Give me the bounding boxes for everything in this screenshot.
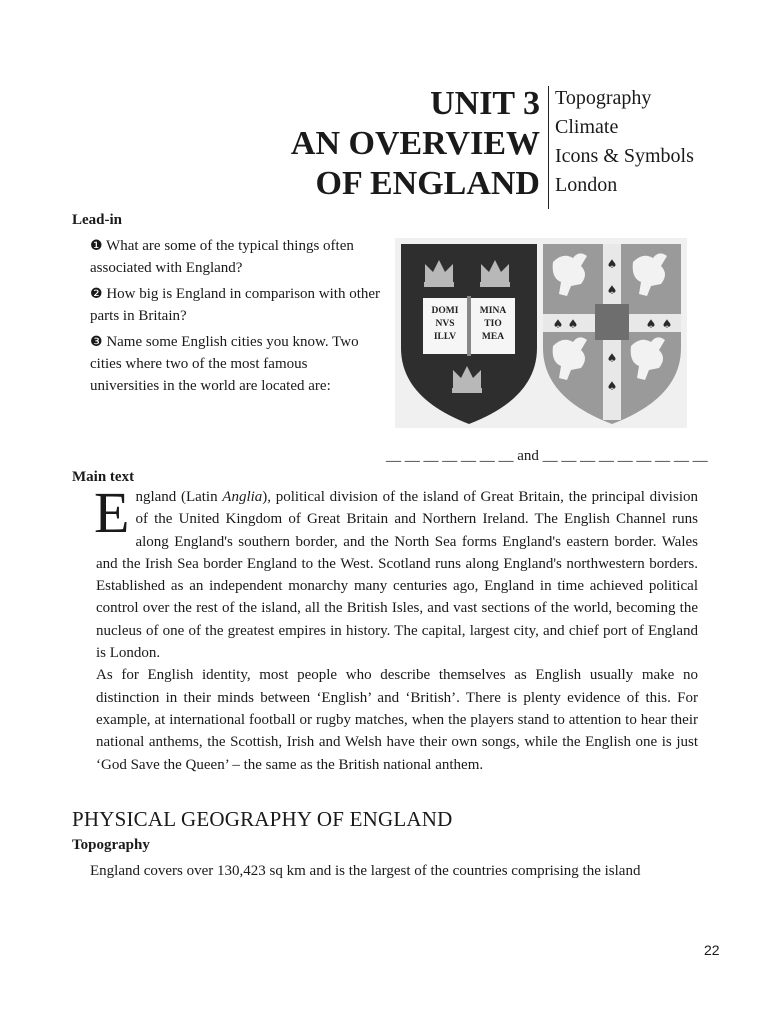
topography-text: England covers over 130,423 sq km and is the largest of the countries comprising the island [90, 863, 641, 879]
book-text: MINA [479, 306, 507, 316]
book-text: DOMI [431, 306, 459, 316]
answer-and: and [517, 448, 539, 464]
unit-title [291, 84, 540, 204]
main-text-label: Main text [72, 469, 135, 485]
answer-blank-line [386, 448, 708, 465]
lead-in-question [90, 235, 390, 279]
page-number: 22 [704, 942, 720, 958]
topic-item: London [555, 174, 618, 196]
book-text: NVS [435, 319, 455, 329]
svg-text:♠: ♠ [661, 317, 673, 331]
book-text: MEA [481, 332, 505, 342]
topic-item: Icons & Symbols [555, 145, 694, 167]
university-crests-image [395, 238, 687, 428]
unit-title-line3: OF ENGLAND [315, 165, 540, 202]
lead-in-question [90, 331, 380, 397]
svg-text:♠: ♠ [552, 317, 564, 331]
topic-item: Climate [555, 116, 619, 138]
book-text: TIO [484, 319, 502, 329]
question-text: What are some of the typical things often associated with England? [90, 238, 354, 276]
answer-blank: __ __ __ __ __ __ __ [386, 448, 514, 464]
svg-text:♠: ♠ [606, 379, 618, 393]
lead-in-label: Lead-in [72, 212, 123, 228]
answer-blank: __ __ __ __ __ __ __ __ __ [542, 448, 708, 464]
svg-text:♠: ♠ [606, 283, 618, 297]
section-heading: PHYSICAL GEOGRAPHY OF ENGLAND [72, 807, 453, 831]
topic-item: Topography [555, 87, 652, 109]
drop-cap: E [94, 480, 130, 545]
lead-in-question [90, 283, 390, 327]
number-one-icon: ❶ [90, 238, 103, 254]
main-paragraph-2: As for English identity, most people who describe themselves as English usually make no distinction in their minds between ‘English’ and ‘British’. There is plenty evidence of this. For example, at international football or rugby matches, when the players stand to attention to hear their national anthems, the Scottish, Irish and Welsh have their own songs, while the English one is just ‘God Save the Queen’ – the same as the British national anthem. [96, 667, 698, 773]
unit-title-line2: AN OVERVIEW [290, 125, 540, 162]
subsection-heading: Topography [72, 837, 150, 853]
title-divider [548, 86, 549, 209]
main-text-body [94, 480, 698, 776]
question-text: Name some English cities you know. Two cities where two of the most famous universities in the world are located are: [90, 334, 359, 394]
topic-list [555, 84, 694, 200]
number-three-icon: ❸ [90, 334, 103, 350]
svg-text:♠: ♠ [606, 257, 618, 271]
unit-title-line1: UNIT 3 [430, 85, 540, 122]
book-text: ILLV [433, 332, 457, 342]
svg-text:♠: ♠ [606, 351, 618, 365]
question-text: How big is England in comparison with other parts in Britain? [90, 286, 381, 324]
svg-text:♠: ♠ [645, 317, 657, 331]
main-paragraph-1: England (Latin Anglia), political division of the island of Great Britain, the principal division of the United Kingdom of Great Britain and Northern Ireland. The English Channel runs along England's southern border, and the North Sea forms England's eastern border. Wales and the Irish Sea border England to the West. Scotland runs along England's northwestern borders. Established as an independent monarchy many centuries ago, England in time achieved political control over the rest of the island, all the British Isles, and vast sections of the world, becoming the nucleus of one of the greatest empires in history. The capital, largest city, and chief port of England is London. [94, 480, 698, 662]
svg-text:♠: ♠ [567, 317, 579, 331]
number-two-icon: ❷ [90, 286, 103, 302]
